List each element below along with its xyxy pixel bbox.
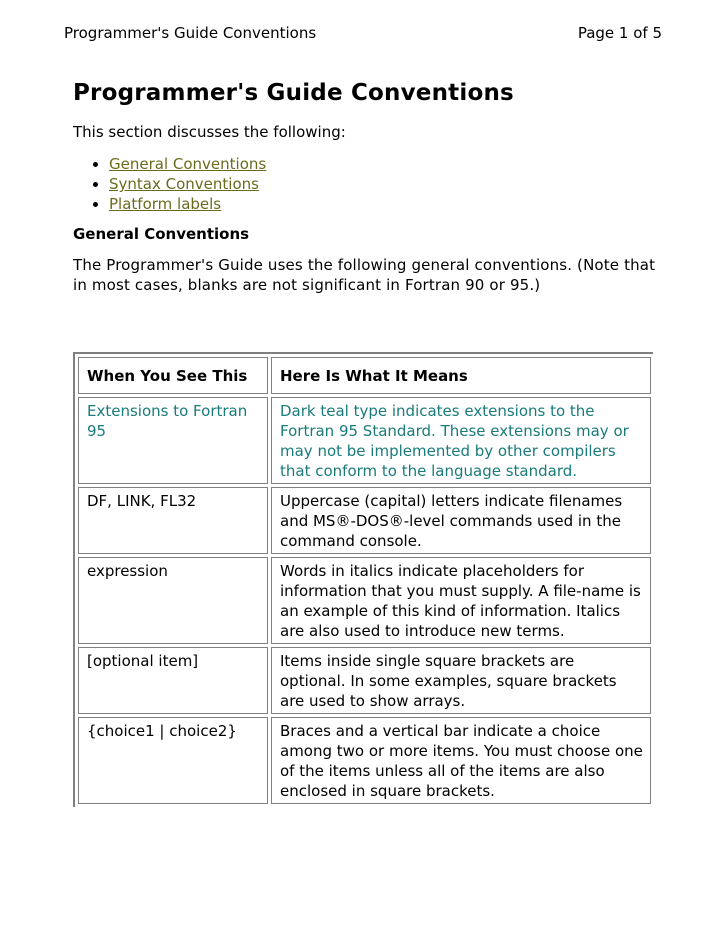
- cell-means: Items inside single square brackets are optional. In some examples, square brackets are used to show arrays.: [271, 647, 651, 714]
- cell-means: Braces and a vertical bar indicate a choice among two or more items. You must choose one of the items unless all of the items are also enclosed in square brackets.: [271, 717, 651, 804]
- column-header-means: Here Is What It Means: [271, 357, 651, 394]
- list-item: [109, 194, 663, 214]
- table-row: [78, 717, 651, 804]
- table-row: [78, 487, 651, 554]
- intro-text: This section discusses the following:: [73, 123, 346, 141]
- column-header-see: When You See This: [78, 357, 268, 394]
- table-row: [78, 557, 651, 644]
- section-paragraph: The Programmer's Guide uses the following general conventions. (Note that in most cases, blanks are not significant in Fortran 90 or 95.): [73, 256, 656, 294]
- list-item: [109, 174, 663, 194]
- cell-means: Uppercase (capital) letters indicate filenames and MS®-DOS®-level commands used in the command console.: [271, 487, 651, 554]
- cell-see: Extensions to Fortran 95: [78, 397, 268, 484]
- cell-means: Dark teal type indicates extensions to the Fortran 95 Standard. These extensions may or may not be implemented by other compilers that conform to the language standard.: [271, 397, 651, 484]
- toc-list: [73, 154, 663, 214]
- toc-link-syntax-conventions[interactable]: Syntax Conventions: [109, 175, 259, 193]
- conventions-table-wrapper: [73, 352, 653, 872]
- cell-see: DF, LINK, FL32: [78, 487, 268, 554]
- toc-link-general-conventions[interactable]: General Conventions: [109, 155, 267, 173]
- list-item: [109, 154, 663, 174]
- cell-see: [optional item]: [78, 647, 268, 714]
- header-title: Programmer's Guide Conventions: [64, 24, 317, 42]
- table-row: [78, 647, 651, 714]
- conventions-table: [73, 352, 653, 807]
- table-header-row: [78, 357, 651, 394]
- page-number: Page 1 of 5: [577, 24, 662, 42]
- section-heading: General Conventions: [73, 225, 250, 243]
- main-content: [73, 78, 663, 295]
- toc-link-platform-labels[interactable]: Platform labels: [109, 195, 222, 213]
- cell-means: Words in italics indicate placeholders for information that you must supply. A file-name is an example of this kind of information. Italics are also used to introduce new terms.: [271, 557, 651, 644]
- table-row: [78, 397, 651, 484]
- page-title: Programmer's Guide Conventions: [73, 80, 514, 106]
- cell-see: {choice1 | choice2}: [78, 717, 268, 804]
- cell-see: expression: [78, 557, 268, 644]
